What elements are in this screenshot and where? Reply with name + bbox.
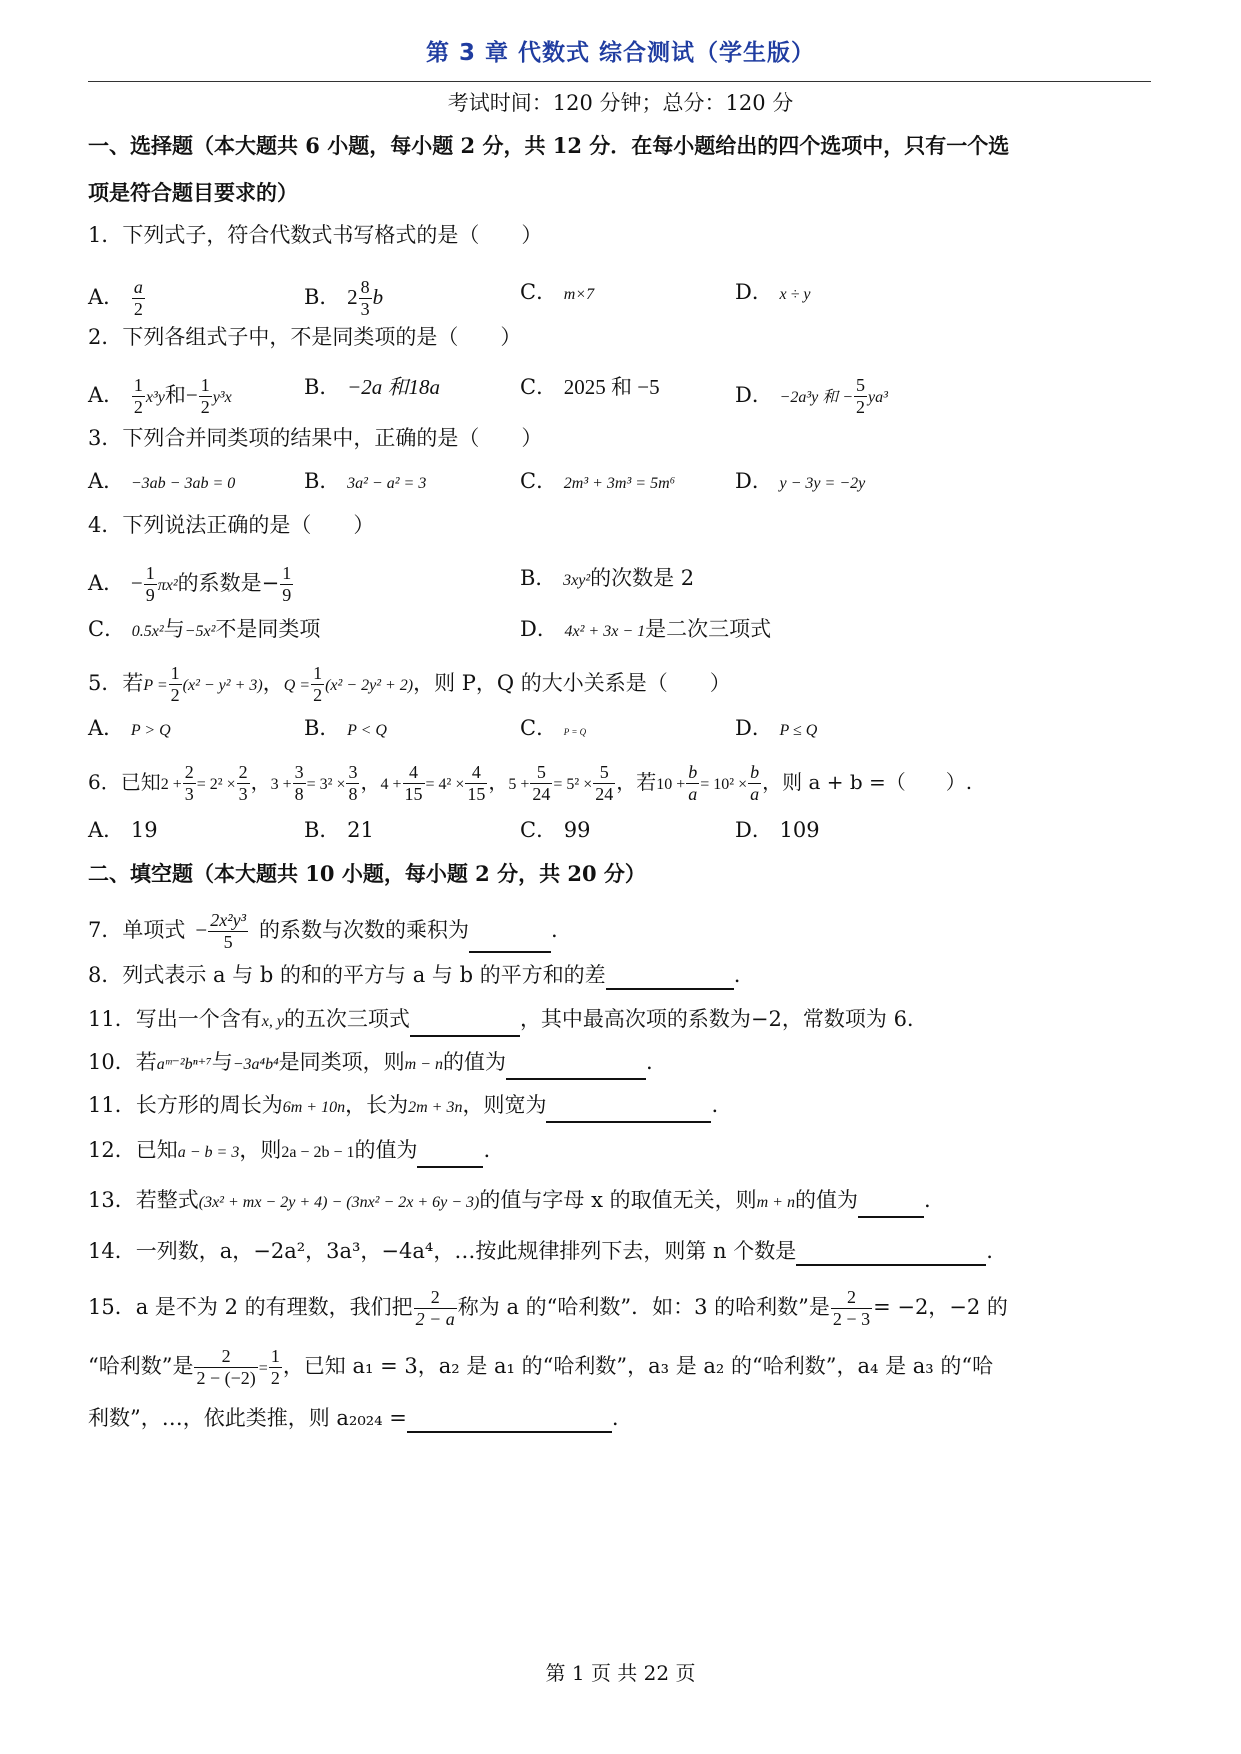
option-label: D． bbox=[735, 716, 773, 740]
q4-option-d: D． 4x² + 3x − 1是二次三项式 bbox=[520, 617, 772, 641]
fraction: $\frac{5}{24}$ bbox=[532, 762, 551, 804]
fraction: $\frac{4}{15}$ bbox=[404, 762, 423, 804]
answer-blank[interactable] bbox=[469, 927, 551, 953]
fraction: $\frac{b}{a}$ bbox=[688, 762, 698, 804]
option-label: B． bbox=[304, 285, 341, 309]
option-label: D． bbox=[735, 383, 773, 407]
option-label: C． bbox=[520, 716, 558, 740]
fraction: $\frac{1}{9}$ bbox=[282, 563, 292, 605]
option-label: A． bbox=[88, 571, 125, 595]
q10: 10．若aᵐ⁻²bⁿ⁺⁷与−3a⁴b⁴是同类项，则m − n的值为 . bbox=[88, 1047, 653, 1080]
option-label: C． bbox=[520, 469, 558, 493]
answer-blank[interactable] bbox=[506, 1054, 646, 1080]
q5-stem: 5．若P = $\frac{1}{2}$ (x² − y² + 3)，Q = $\frac{1}{2}$ (x² − 2y² + 2)，则 P，Q 的大小关系是（ ） bbox=[88, 663, 731, 705]
q2-option-d: D． −2a³y 和 − $\frac{5}{2}$ ya³ bbox=[735, 375, 888, 417]
answer-blank[interactable] bbox=[796, 1240, 986, 1266]
q6-stem: 6．已知2 + $\frac{2}{3}$ = 2² × $\frac{2}{3}$ ，3 + $\frac{3}{8}$ = 3² × $\frac{3}{8}$ ，4 + $\frac{4}{15}$ = 4² × $\frac{4}{15}$ ，5 + $\frac{5}{24}$ = 5² × $\frac{5}{24}$ ，若10 + $\frac{b}{a}$ = 10² × $\frac{b}{a}$ ，则 a + b =（ ）. bbox=[88, 762, 973, 804]
option-label: A． bbox=[88, 818, 125, 842]
q15-line3: 利数”，…，依此类推，则 a₂₀₂₄ = . bbox=[88, 1403, 619, 1433]
q6-option-d: D． 109 bbox=[735, 818, 820, 842]
page-footer: 第 1 页 共 22 页 bbox=[545, 1661, 696, 1685]
fraction: $\frac{3}{8}$ bbox=[348, 762, 358, 804]
q14: 14．一列数，a，−2a²，3a³，−4a⁴，…按此规律排列下去，则第 n 个数是 . bbox=[88, 1236, 993, 1266]
option-label: B． bbox=[520, 566, 557, 590]
fraction: $\frac{1}{2}$ bbox=[170, 663, 180, 705]
q5-option-a: A． P > Q bbox=[88, 716, 171, 740]
q6-option-c: C． 99 bbox=[520, 818, 591, 842]
answer-blank[interactable] bbox=[546, 1097, 711, 1123]
q1-option-b: B． 2 $\frac{8}{3}$ b bbox=[304, 277, 384, 319]
q15-line2: “哈利数”是 $\frac{2}{2 - (-2)}$ = $\frac{1}{2}$ ，已知 a₁ = 3，a₂ 是 a₁ 的“哈利数”，a₃ 是 a₂ 的“哈利数”，a₄ 是 a₃ 的“哈 bbox=[88, 1346, 994, 1388]
fraction: $\frac{8}{3}$ bbox=[360, 277, 370, 319]
q12: 12．已知a − b = 3，则2a − 2b − 1的值为 . bbox=[88, 1135, 490, 1168]
answer-blank[interactable] bbox=[407, 1407, 612, 1433]
answer-blank[interactable] bbox=[410, 1011, 520, 1037]
option-label: D． bbox=[735, 469, 773, 493]
fraction: $\frac{3}{8}$ bbox=[294, 762, 304, 804]
q4-option-a: A． − $\frac{1}{9}$ πx²的系数是− $\frac{1}{9}$ bbox=[88, 563, 292, 605]
option-label: A． bbox=[88, 285, 125, 309]
option-label: B． bbox=[304, 375, 341, 399]
option-label: A． bbox=[88, 383, 125, 407]
fraction: $\frac{\text{2x²y³}}{5}$ bbox=[210, 910, 246, 952]
option-label: A． bbox=[88, 716, 125, 740]
q2-stem: 2．下列各组式子中，不是同类项的是（ ） bbox=[88, 325, 522, 349]
q3-option-d: D． y − 3y = −2y bbox=[735, 469, 866, 493]
option-label: D． bbox=[735, 280, 773, 304]
fraction: $\frac{2}{3}$ bbox=[238, 762, 248, 804]
q5-option-b: B． P < Q bbox=[304, 716, 387, 740]
fraction: $\frac{5}{2}$ bbox=[856, 375, 866, 417]
answer-blank[interactable] bbox=[417, 1142, 483, 1168]
q1-option-a bbox=[88, 277, 146, 320]
fraction: $\frac{2}{2 - a}$ bbox=[415, 1287, 455, 1329]
header-divider bbox=[88, 81, 1151, 82]
q9: 11．写出一个含有x, y的五次三项式 ，其中最高次项的系数为−2，常数项为 6. bbox=[88, 1004, 914, 1037]
fraction: $\frac{2}{2 - 3}$ bbox=[832, 1287, 871, 1329]
option-label: D． bbox=[735, 818, 773, 842]
fraction: $\frac{a}{2}$ bbox=[133, 277, 143, 319]
option-label: C． bbox=[520, 375, 558, 399]
q4-option-b: B． 3xy²的次数是 2 bbox=[520, 566, 695, 590]
q1-stem: 1．下列式子，符合代数式书写格式的是（ ） bbox=[88, 223, 543, 247]
fraction: $\frac{1}{2}$ bbox=[270, 1346, 280, 1388]
q3-stem: 3．下列合并同类项的结果中，正确的是（ ） bbox=[88, 426, 543, 450]
q4-option-c: C． 0.5x²与−5x²不是同类项 bbox=[88, 617, 321, 641]
q8: 8．列式表示 a 与 b 的和的平方与 a 与 b 的平方和的差 . bbox=[88, 960, 740, 990]
q2-option-a: A． $\frac{1}{2}$ x³y和− $\frac{1}{2}$ y³x bbox=[88, 375, 232, 417]
option-label: C． bbox=[520, 818, 558, 842]
q2-option-b: B． −2a 和18a bbox=[304, 375, 441, 399]
q13: 13．若整式(3x² + mx − 2y + 4) − (3nx² − 2x + 6y − 3)的值与字母 x 的取值无关，则m + n的值为 . bbox=[88, 1185, 931, 1218]
q5-option-c: C． P = Q bbox=[520, 716, 587, 740]
fraction: $\frac{1}{2}$ bbox=[133, 375, 143, 417]
fraction: $\frac{b}{a}$ bbox=[750, 762, 760, 804]
fraction: $\frac{4}{15}$ bbox=[467, 762, 486, 804]
section1-heading-line1: 一、选择题（本大题共 6 小题，每小题 2 分，共 12 分．在每小题给出的四个选项中，只有一个选 bbox=[88, 133, 1010, 158]
option-label: B． bbox=[304, 716, 341, 740]
q1-option-c: C． m×7 bbox=[520, 280, 595, 304]
option-label: D． bbox=[520, 617, 558, 641]
option-label: C． bbox=[520, 280, 558, 304]
fraction: $\frac{2}{2 - (-2)}$ bbox=[196, 1346, 256, 1388]
answer-blank[interactable] bbox=[858, 1192, 924, 1218]
option-label: A． bbox=[88, 469, 125, 493]
fraction: $\frac{1}{9}$ bbox=[145, 563, 155, 605]
q6-option-a: A． 19 bbox=[88, 818, 158, 842]
q3-option-b: B． 3a² − a² = 3 bbox=[304, 469, 427, 493]
q7: 7．单项式 − $\frac{\text{2x²y³}}{5}$ 的系数与次数的乘积为 . bbox=[88, 910, 558, 952]
q15-line1: 15．a 是不为 2 的有理数，我们把 $\frac{2}{2 - a}$ 称为 a 的“哈利数”．如：3 的哈利数”是 $\frac{2}{2 - 3}$ = −2，−2 的 bbox=[88, 1287, 1008, 1329]
section2-heading: 二、填空题（本大题共 10 小题，每小题 2 分，共 20 分） bbox=[88, 861, 646, 886]
option-label: B． bbox=[304, 818, 341, 842]
option-label: C． bbox=[88, 617, 126, 641]
q3-option-c: C． 2m³ + 3m³ = 5m⁶ bbox=[520, 469, 676, 493]
q11: 11．长方形的周长为6m + 10n，长为2m + 3n，则宽为 . bbox=[88, 1090, 718, 1123]
q4-stem: 4．下列说法正确的是（ ） bbox=[88, 513, 375, 537]
q3-option-a: A． −3ab − 3ab = 0 bbox=[88, 469, 236, 493]
q6-option-b: B． 21 bbox=[304, 818, 374, 842]
page-title: 第 3 章 代数式 综合测试（学生版） bbox=[425, 40, 816, 66]
exam-info: 考试时间：120 分钟；总分：120 分 bbox=[447, 91, 794, 115]
option-label: B． bbox=[304, 469, 341, 493]
q5-option-d: D． P ≤ Q bbox=[735, 716, 818, 740]
answer-blank[interactable] bbox=[606, 964, 734, 990]
fraction: $\frac{2}{3}$ bbox=[184, 762, 194, 804]
section1-heading-line2: 项是符合题目要求的） bbox=[88, 180, 298, 205]
fraction: $\frac{1}{2}$ bbox=[200, 375, 210, 417]
fraction: $\frac{1}{2}$ bbox=[313, 663, 323, 705]
q2-option-c: C． 2025 和 −5 bbox=[520, 375, 660, 399]
q1-option-d: D． x ÷ y bbox=[735, 280, 811, 304]
fraction: $\frac{5}{24}$ bbox=[595, 762, 614, 804]
